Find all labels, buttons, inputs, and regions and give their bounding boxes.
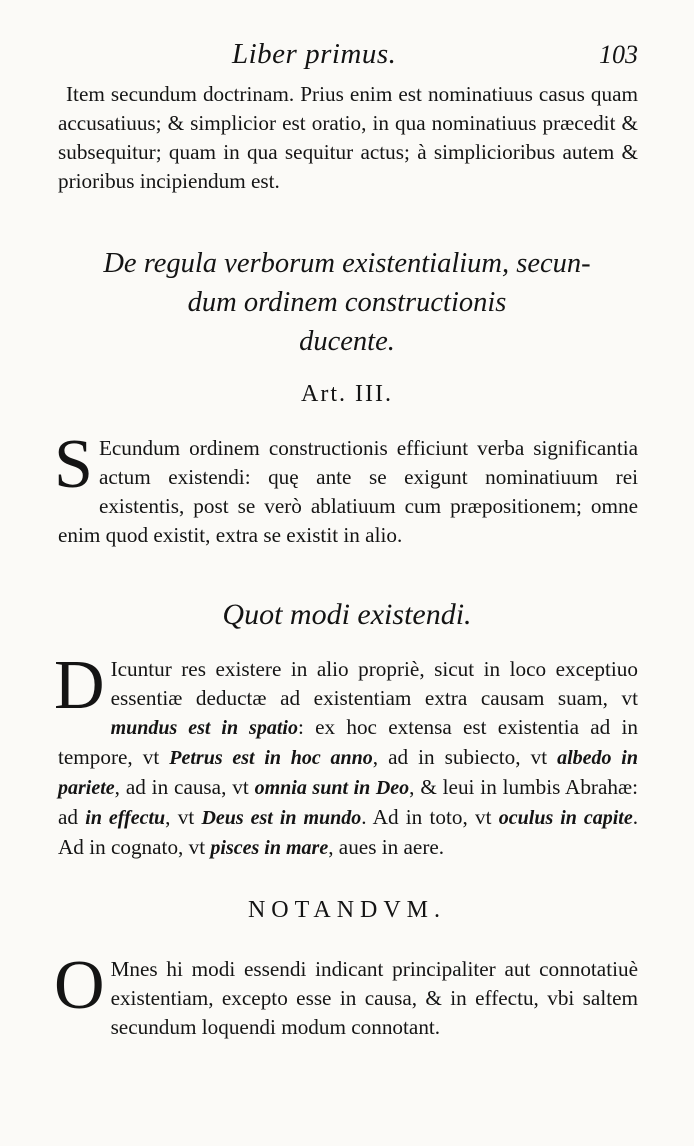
dropcap-s: S <box>54 426 93 503</box>
modi-text-3: , ad in subiecto, vt <box>372 745 558 769</box>
modi-text-1: Icuntur res existere in alio propriè, sicut in loco exceptiuo essentiæ deductæ ad existentiam extra causam suam, vt <box>110 657 638 710</box>
modi-text-7: . Ad in toto, vt <box>361 805 499 829</box>
article-label: Art. III. <box>301 381 393 407</box>
dropcap-o: O <box>54 947 105 1024</box>
chapter-heading-line-3: ducente. <box>299 326 395 357</box>
chapter-heading-line-2: dum ordinem constructionis <box>187 287 507 318</box>
example-petrus: Petrus est in hoc anno <box>169 747 373 769</box>
article-text: Ecundum ordinem constructionis efficiunt verba significantia actum existendi: quę ante se exigunt nominatiuum rei existentis, post se verò ablatiuum cum præpositionem; omne enim quod existit, extra se existit in alio. <box>58 436 638 547</box>
running-head-title: Liber primus. <box>232 38 397 70</box>
intro-block <box>58 80 638 196</box>
modi-text-9: , aues in aere. <box>328 835 445 859</box>
modi-paragraph <box>54 647 639 863</box>
section-title: Quot modi existendi. <box>222 598 472 631</box>
example-mundus: mundus est in spatio <box>110 717 298 739</box>
modi-text-4: , ad in causa, vt <box>114 775 255 799</box>
example-albedo: albedo in pariete <box>58 747 638 799</box>
intro-paragraph: Item secundum doctrinam. Prius enim est nominatiuus casus quam accusatiuus; & simplicior est oratio, in qua nominatiuus præcedit & subsequitur; quam in qua sequitur actus; à simplicioribus autem & prioribus incipiendum est. <box>58 82 638 193</box>
modi-text-8: . Ad in cognato, vt <box>58 805 639 859</box>
example-oculus: oculus in capite <box>498 807 633 829</box>
modi-text-6: , vt <box>165 805 202 829</box>
running-head <box>0 38 694 78</box>
example-pisces: pisces in mare <box>210 837 329 859</box>
modi-text-2: : ex hoc extensa est existentia ad in tempore, vt <box>58 715 638 769</box>
chapter-heading-line-1: De regula verborum existentialium, secun- <box>103 248 591 279</box>
dropcap-d: D <box>54 647 105 724</box>
notandum-block <box>54 947 638 1042</box>
chapter-heading <box>40 244 654 361</box>
modi-text-5: , & leui in lumbis Abrahæ: ad <box>58 775 639 829</box>
example-deus: Deus est in mundo <box>201 807 362 829</box>
page-number: 103 <box>599 40 638 69</box>
modi-block <box>54 647 639 863</box>
notandum-title: NOTANDVM. <box>247 897 447 923</box>
article-paragraph <box>54 426 638 550</box>
notandum-paragraph <box>54 947 638 1042</box>
article-block <box>54 426 638 550</box>
example-omnia: omnia sunt in Deo <box>254 777 410 799</box>
notandum-text: Mnes hi modi essendi indicant principaliter aut connotatiuè existentiam, excepto esse in causa, & in effectu, vbi saltem secundum loquendi modum connotant. <box>110 957 638 1039</box>
example-effectu: in effectu <box>85 807 166 829</box>
